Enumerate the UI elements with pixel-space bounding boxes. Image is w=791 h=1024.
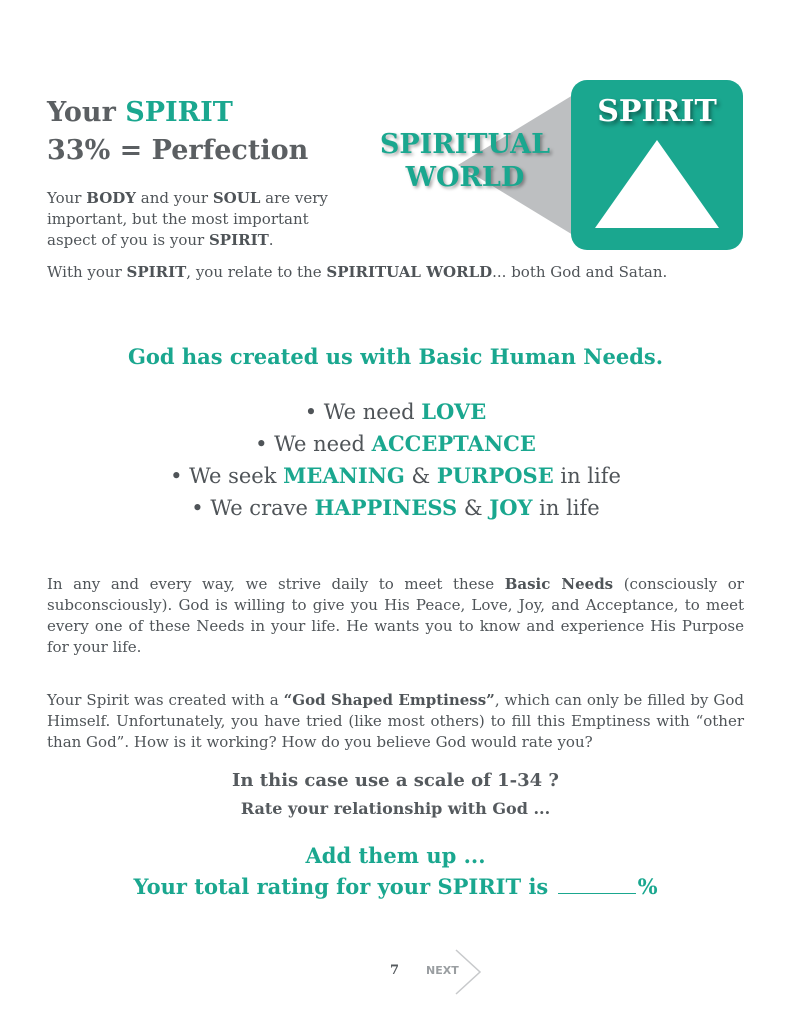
need-prefix: • We crave xyxy=(191,496,315,520)
need-highlight: HAPPINESS xyxy=(314,495,458,520)
total-rating-prefix: Your total rating for your SPIRIT is xyxy=(133,874,556,899)
need-suffix: in life xyxy=(553,464,621,488)
need-highlight: LOVE xyxy=(421,399,487,424)
list-item xyxy=(0,396,791,428)
intro-t2: and your xyxy=(135,189,213,207)
need-mid: & xyxy=(404,464,437,488)
para2-bold: “God Shaped Emptiness” xyxy=(283,691,495,709)
total-rating xyxy=(0,840,791,902)
intro-t3: are very important, but the most important aspect of you is your xyxy=(47,189,328,249)
add-them-up: Add them up ... xyxy=(305,843,486,868)
emptiness-paragraph xyxy=(47,690,744,753)
intro-text xyxy=(47,188,357,251)
intro-spirit: SPIRIT xyxy=(208,231,269,249)
intro-body: BODY xyxy=(86,189,136,207)
spiritual-world-label xyxy=(370,128,560,194)
intro2-spirit: SPIRIT xyxy=(126,263,187,281)
need-highlight-2: JOY xyxy=(489,495,533,520)
need-mid: & xyxy=(457,496,490,520)
para2-t1: Your Spirit was created with a xyxy=(47,691,284,709)
spirit-box-label: SPIRIT xyxy=(597,94,717,129)
percent-sign: % xyxy=(637,874,658,899)
needs-list xyxy=(0,396,791,524)
need-highlight: MEANING xyxy=(283,463,405,488)
intro-t4: . xyxy=(268,231,274,249)
need-prefix: • We need xyxy=(255,432,372,456)
intro-soul: SOUL xyxy=(212,189,261,207)
spirit-box xyxy=(571,80,743,250)
need-highlight-2: PURPOSE xyxy=(436,463,554,488)
scale-subtitle: Rate your relationship with God ... xyxy=(240,799,551,818)
heading-line-1 xyxy=(47,94,308,132)
rating-blank-field[interactable] xyxy=(558,873,636,894)
spiritual-world-line-1: SPIRITUAL xyxy=(379,129,551,160)
basic-needs-paragraph xyxy=(47,574,744,658)
spiritual-world-line-2: WORLD xyxy=(405,162,525,193)
needs-title: God has created us with Basic Human Needs. xyxy=(127,344,664,369)
para2-t2: , which can only be filled by God Himself. Unfortunately, you have tried (like most others) to fill this Emptiness with “other than God”. How is it working? How do you believe God would rate you? xyxy=(47,691,744,751)
heading-line-2: 33% = Perfection xyxy=(47,135,309,166)
total-rating-line xyxy=(0,871,791,902)
need-suffix: in life xyxy=(532,496,600,520)
intro2-t1: With your xyxy=(47,263,127,281)
intro2-t3: ... both God and Satan. xyxy=(492,263,668,281)
next-label: NEXT xyxy=(426,964,459,977)
next-button[interactable] xyxy=(424,948,484,996)
need-highlight: ACCEPTANCE xyxy=(371,431,536,456)
scale-question: In this case use a scale of 1-34 ? xyxy=(232,770,559,791)
intro-t1: Your xyxy=(47,189,87,207)
need-prefix: • We seek xyxy=(170,464,284,488)
list-item xyxy=(0,460,791,492)
heading-spirit: SPIRIT xyxy=(125,97,233,128)
page-number: 7 xyxy=(390,963,400,978)
chevron-right-icon xyxy=(454,948,482,996)
page-heading xyxy=(47,94,308,170)
intro2-t2: , you relate to the xyxy=(186,263,327,281)
need-prefix: • We need xyxy=(304,400,422,424)
para1-bold: Basic Needs xyxy=(504,575,614,593)
para1-t2: (consciously or subconsciously). God is willing to give you His Peace, Love, Joy, and Acceptance, to meet every one of these Needs in your life. He wants you to know and experience His Purpose for your life. xyxy=(47,575,744,656)
intro2-world: SPIRITUAL WORLD xyxy=(326,263,493,281)
heading-prefix: Your xyxy=(47,97,126,128)
para1-t1: In any and every way, we strive daily to meet these xyxy=(47,575,505,593)
intro-text-2 xyxy=(47,262,747,283)
list-item xyxy=(0,428,791,460)
list-item xyxy=(0,492,791,524)
triangle-icon xyxy=(593,138,721,230)
